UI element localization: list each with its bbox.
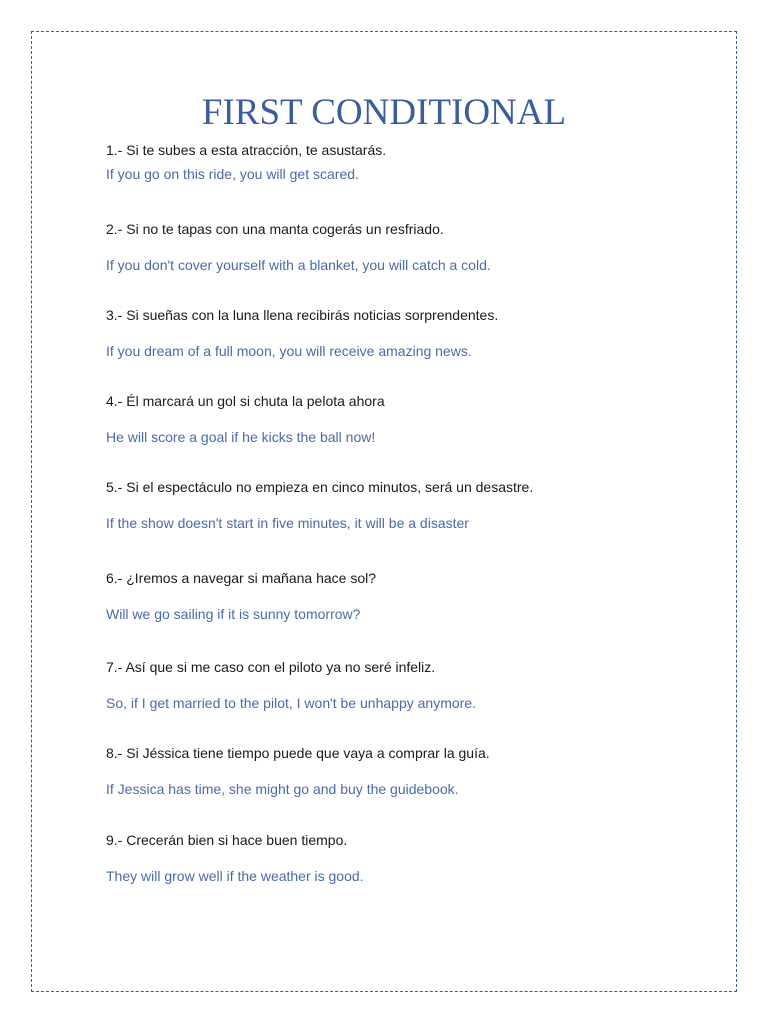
sentence-spanish-8: 8.- Si Jéssica tiene tiempo puede que vaya a comprar la guía.	[106, 745, 490, 761]
sentence-spanish-3: 3.- Si sueñas con la luna llena recibirás noticias sorprendentes.	[106, 307, 499, 323]
sentence-spanish-9: 9.- Crecerán bien si hace buen tiempo.	[106, 832, 348, 848]
sentence-english-7: So, if I get married to the pilot, I won't be unhappy anymore.	[106, 695, 476, 711]
sentence-spanish-5: 5.- Si el espectáculo no empieza en cinco minutos, será un desastre.	[106, 479, 534, 495]
page-title: FIRST CONDITIONAL	[201, 92, 567, 133]
sentence-english-6: Will we go sailing if it is sunny tomorrow?	[106, 606, 361, 622]
sentence-spanish-2: 2.- Si no te tapas con una manta cogerás un resfriado.	[106, 221, 444, 237]
sentence-english-5: If the show doesn't start in five minutes, it will be a disaster	[106, 515, 469, 531]
sentence-spanish-6: 6.- ¿Iremos a navegar si mañana hace sol?	[106, 570, 377, 586]
sentence-english-3: If you dream of a full moon, you will receive amazing news.	[106, 343, 472, 359]
sentence-english-4: He will score a goal if he kicks the ball now!	[106, 429, 376, 445]
sentence-spanish-7: 7.- Así que si me caso con el piloto ya no seré infeliz.	[106, 659, 436, 675]
sentence-english-1: If you go on this ride, you will get scared.	[106, 166, 359, 182]
sentence-english-9: They will grow well if the weather is good.	[106, 868, 364, 884]
sentence-english-2: If you don't cover yourself with a blanket, you will catch a cold.	[106, 257, 491, 273]
sentence-spanish-4: 4.- Él marcará un gol si chuta la pelota ahora	[106, 393, 385, 409]
sentence-spanish-1: 1.- Si te subes a esta atracción, te asustarás.	[106, 142, 387, 158]
sentence-english-8: If Jessica has time, she might go and buy the guidebook.	[106, 781, 459, 797]
